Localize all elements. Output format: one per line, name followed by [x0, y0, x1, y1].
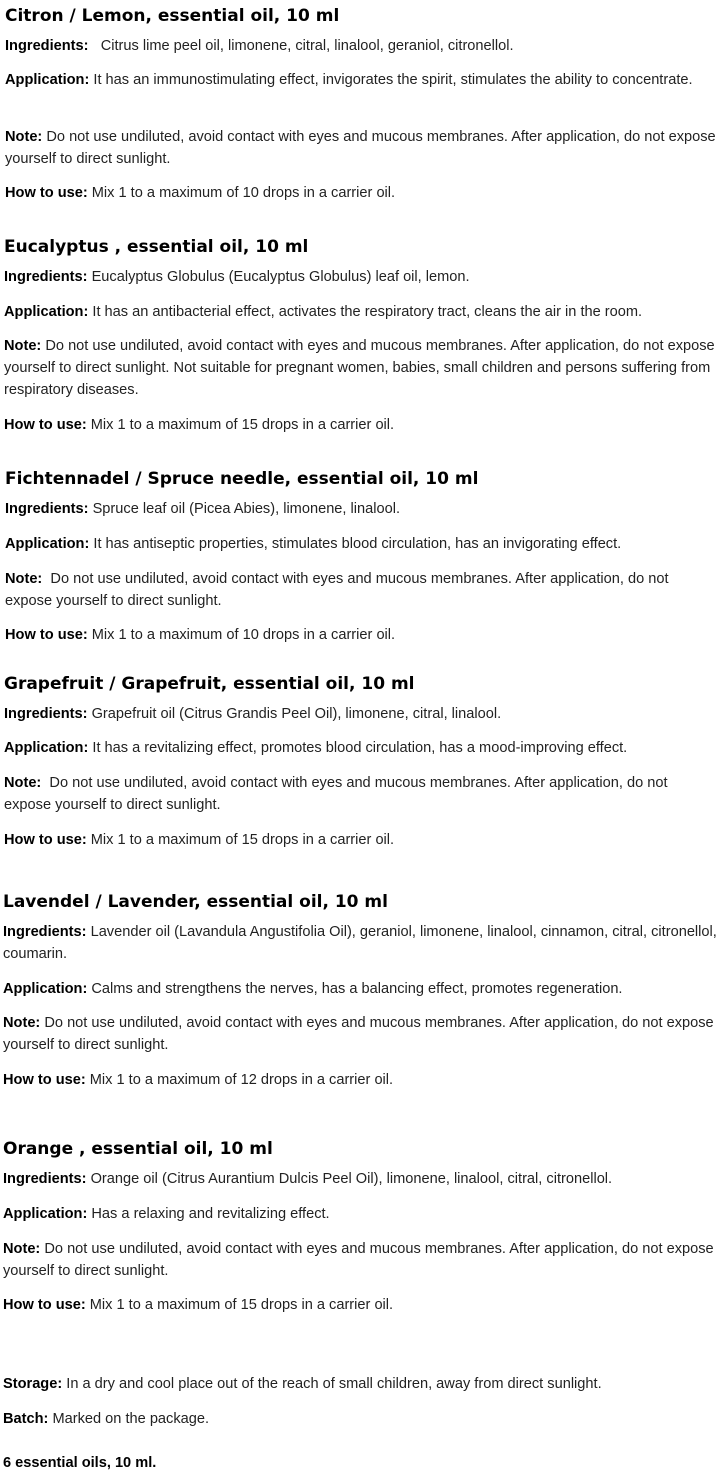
storage-label: Storage: — [3, 1376, 63, 1392]
ingredients-line — [3, 1168, 719, 1190]
oil-title: Lavendel / Lavender, essential oil, 10 ml — [3, 892, 388, 912]
application-text: It has a revitalizing effect, promotes blood circulation, has a mood-improving effect. — [92, 740, 628, 756]
application-line — [3, 978, 719, 1000]
application-label: Application: — [4, 740, 89, 756]
application-text: It has antiseptic properties, stimulates blood circulation, has an invigorating effect. — [93, 536, 622, 552]
batch-label: Batch: — [3, 1411, 49, 1427]
note-text: Do not use undiluted, avoid contact with eyes and mucous membranes. After application, do not expose yourself to direct sunlight. — [3, 1241, 714, 1279]
ingredients-line — [3, 921, 719, 965]
oil-title: Grapefruit / Grapefruit, essential oil, 10 ml — [4, 674, 415, 694]
how-to-use-line — [5, 182, 720, 204]
note-text: Do not use undiluted, avoid contact with eyes and mucous membranes. After application, do not expose yourself to direct sunlight. — [4, 775, 668, 813]
application-text: It has an immunostimulating effect, invigorates the spirit, stimulates the ability to concentrate. — [93, 72, 693, 88]
how-to-use-line — [3, 1069, 719, 1091]
summary-text: 6 essential oils, 10 ml. — [3, 1455, 157, 1471]
ingredients-text: Lavender oil (Lavandula Angustifolia Oil), geraniol, limonene, linalool, cinnamon, citral, citronellol, coumarin. — [3, 924, 717, 962]
ingredients-label: Ingredients: — [3, 924, 87, 940]
application-label: Application: — [5, 72, 90, 88]
application-line — [5, 533, 720, 555]
ingredients-text: Eucalyptus Globulus (Eucalyptus Globulus) leaf oil, lemon. — [91, 269, 470, 285]
application-label: Application: — [3, 1206, 88, 1222]
how-to-use-label: How to use: — [5, 627, 88, 643]
storage-line — [3, 1373, 719, 1395]
ingredients-label: Ingredients: — [3, 1171, 87, 1187]
application-text: Calms and strengthens the nerves, has a balancing effect, promotes regeneration. — [91, 981, 623, 997]
note-text: Do not use undiluted, avoid contact with eyes and mucous membranes. After application, do not expose yourself to direct sunlight. Not suitable for pregnant women, babies, small children and persons suffering from respiratory diseases. — [4, 338, 715, 398]
ingredients-text: Spruce leaf oil (Picea Abies), limonene, linalool. — [92, 501, 401, 517]
note-line — [3, 1238, 719, 1282]
application-text: It has an antibacterial effect, activates the respiratory tract, cleans the air in the room. — [92, 304, 643, 320]
note-text: Do not use undiluted, avoid contact with eyes and mucous membranes. After application, do not expose yourself to direct sunlight. — [5, 571, 669, 609]
ingredients-text: Orange oil (Citrus Aurantium Dulcis Peel Oil), limonene, linalool, citral, citronellol. — [90, 1171, 613, 1187]
note-label: Note: — [4, 338, 42, 354]
how-to-use-text: Mix 1 to a maximum of 10 drops in a carrier oil. — [91, 627, 396, 643]
how-to-use-label: How to use: — [5, 185, 88, 201]
ingredients-label: Ingredients: — [5, 38, 89, 54]
ingredients-line — [5, 498, 720, 520]
how-to-use-text: Mix 1 to a maximum of 10 drops in a carrier oil. — [91, 185, 396, 201]
batch-line — [3, 1408, 719, 1430]
how-to-use-line — [4, 829, 720, 851]
application-text: Has a relaxing and revitalizing effect. — [91, 1206, 330, 1222]
ingredients-text: Grapefruit oil (Citrus Grandis Peel Oil), limonene, citral, linalool. — [91, 706, 502, 722]
ingredients-text: Citrus lime peel oil, limonene, citral, linalool, geraniol, citronellol. — [100, 38, 514, 54]
storage-text: In a dry and cool place out of the reach of small children, away from direct sunlight. — [66, 1376, 602, 1392]
application-line — [4, 737, 720, 759]
note-line — [4, 335, 720, 401]
note-line — [3, 1012, 719, 1056]
ingredients-label: Ingredients: — [4, 706, 88, 722]
ingredients-label: Ingredients: — [4, 269, 88, 285]
note-label: Note: — [3, 1015, 41, 1031]
how-to-use-line — [4, 414, 720, 436]
how-to-use-label: How to use: — [4, 417, 87, 433]
note-line — [5, 568, 705, 612]
how-to-use-line — [5, 624, 720, 646]
note-label: Note: — [3, 1241, 41, 1257]
how-to-use-text: Mix 1 to a maximum of 15 drops in a carrier oil. — [90, 832, 395, 848]
how-to-use-label: How to use: — [3, 1297, 86, 1313]
oil-title: Eucalyptus , essential oil, 10 ml — [4, 237, 309, 257]
note-label: Note: — [5, 571, 43, 587]
how-to-use-text: Mix 1 to a maximum of 15 drops in a carrier oil. — [90, 417, 395, 433]
note-line — [5, 126, 720, 170]
ingredients-line — [5, 35, 720, 57]
note-label: Note: — [4, 775, 42, 791]
application-line — [4, 301, 720, 323]
batch-text: Marked on the package. — [52, 1411, 210, 1427]
ingredients-line — [4, 266, 720, 288]
ingredients-line — [4, 703, 720, 725]
ingredients-label: Ingredients: — [5, 501, 89, 517]
how-to-use-text: Mix 1 to a maximum of 15 drops in a carrier oil. — [89, 1297, 394, 1313]
how-to-use-line — [3, 1294, 719, 1316]
application-label: Application: — [3, 981, 88, 997]
how-to-use-label: How to use: — [3, 1072, 86, 1088]
application-line — [3, 1203, 719, 1225]
note-text: Do not use undiluted, avoid contact with eyes and mucous membranes. After application, do not expose yourself to direct sunlight. — [5, 129, 716, 167]
oil-title: Fichtennadel / Spruce needle, essential oil, 10 ml — [5, 469, 479, 489]
oil-title: Orange , essential oil, 10 ml — [3, 1139, 273, 1159]
oil-title: Citron / Lemon, essential oil, 10 ml — [5, 6, 340, 26]
note-line — [4, 772, 704, 816]
how-to-use-text: Mix 1 to a maximum of 12 drops in a carrier oil. — [89, 1072, 394, 1088]
note-text: Do not use undiluted, avoid contact with eyes and mucous membranes. After application, do not expose yourself to direct sunlight. — [3, 1015, 714, 1053]
application-line — [5, 69, 720, 91]
application-label: Application: — [5, 536, 90, 552]
note-label: Note: — [5, 129, 43, 145]
how-to-use-label: How to use: — [4, 832, 87, 848]
application-label: Application: — [4, 304, 89, 320]
